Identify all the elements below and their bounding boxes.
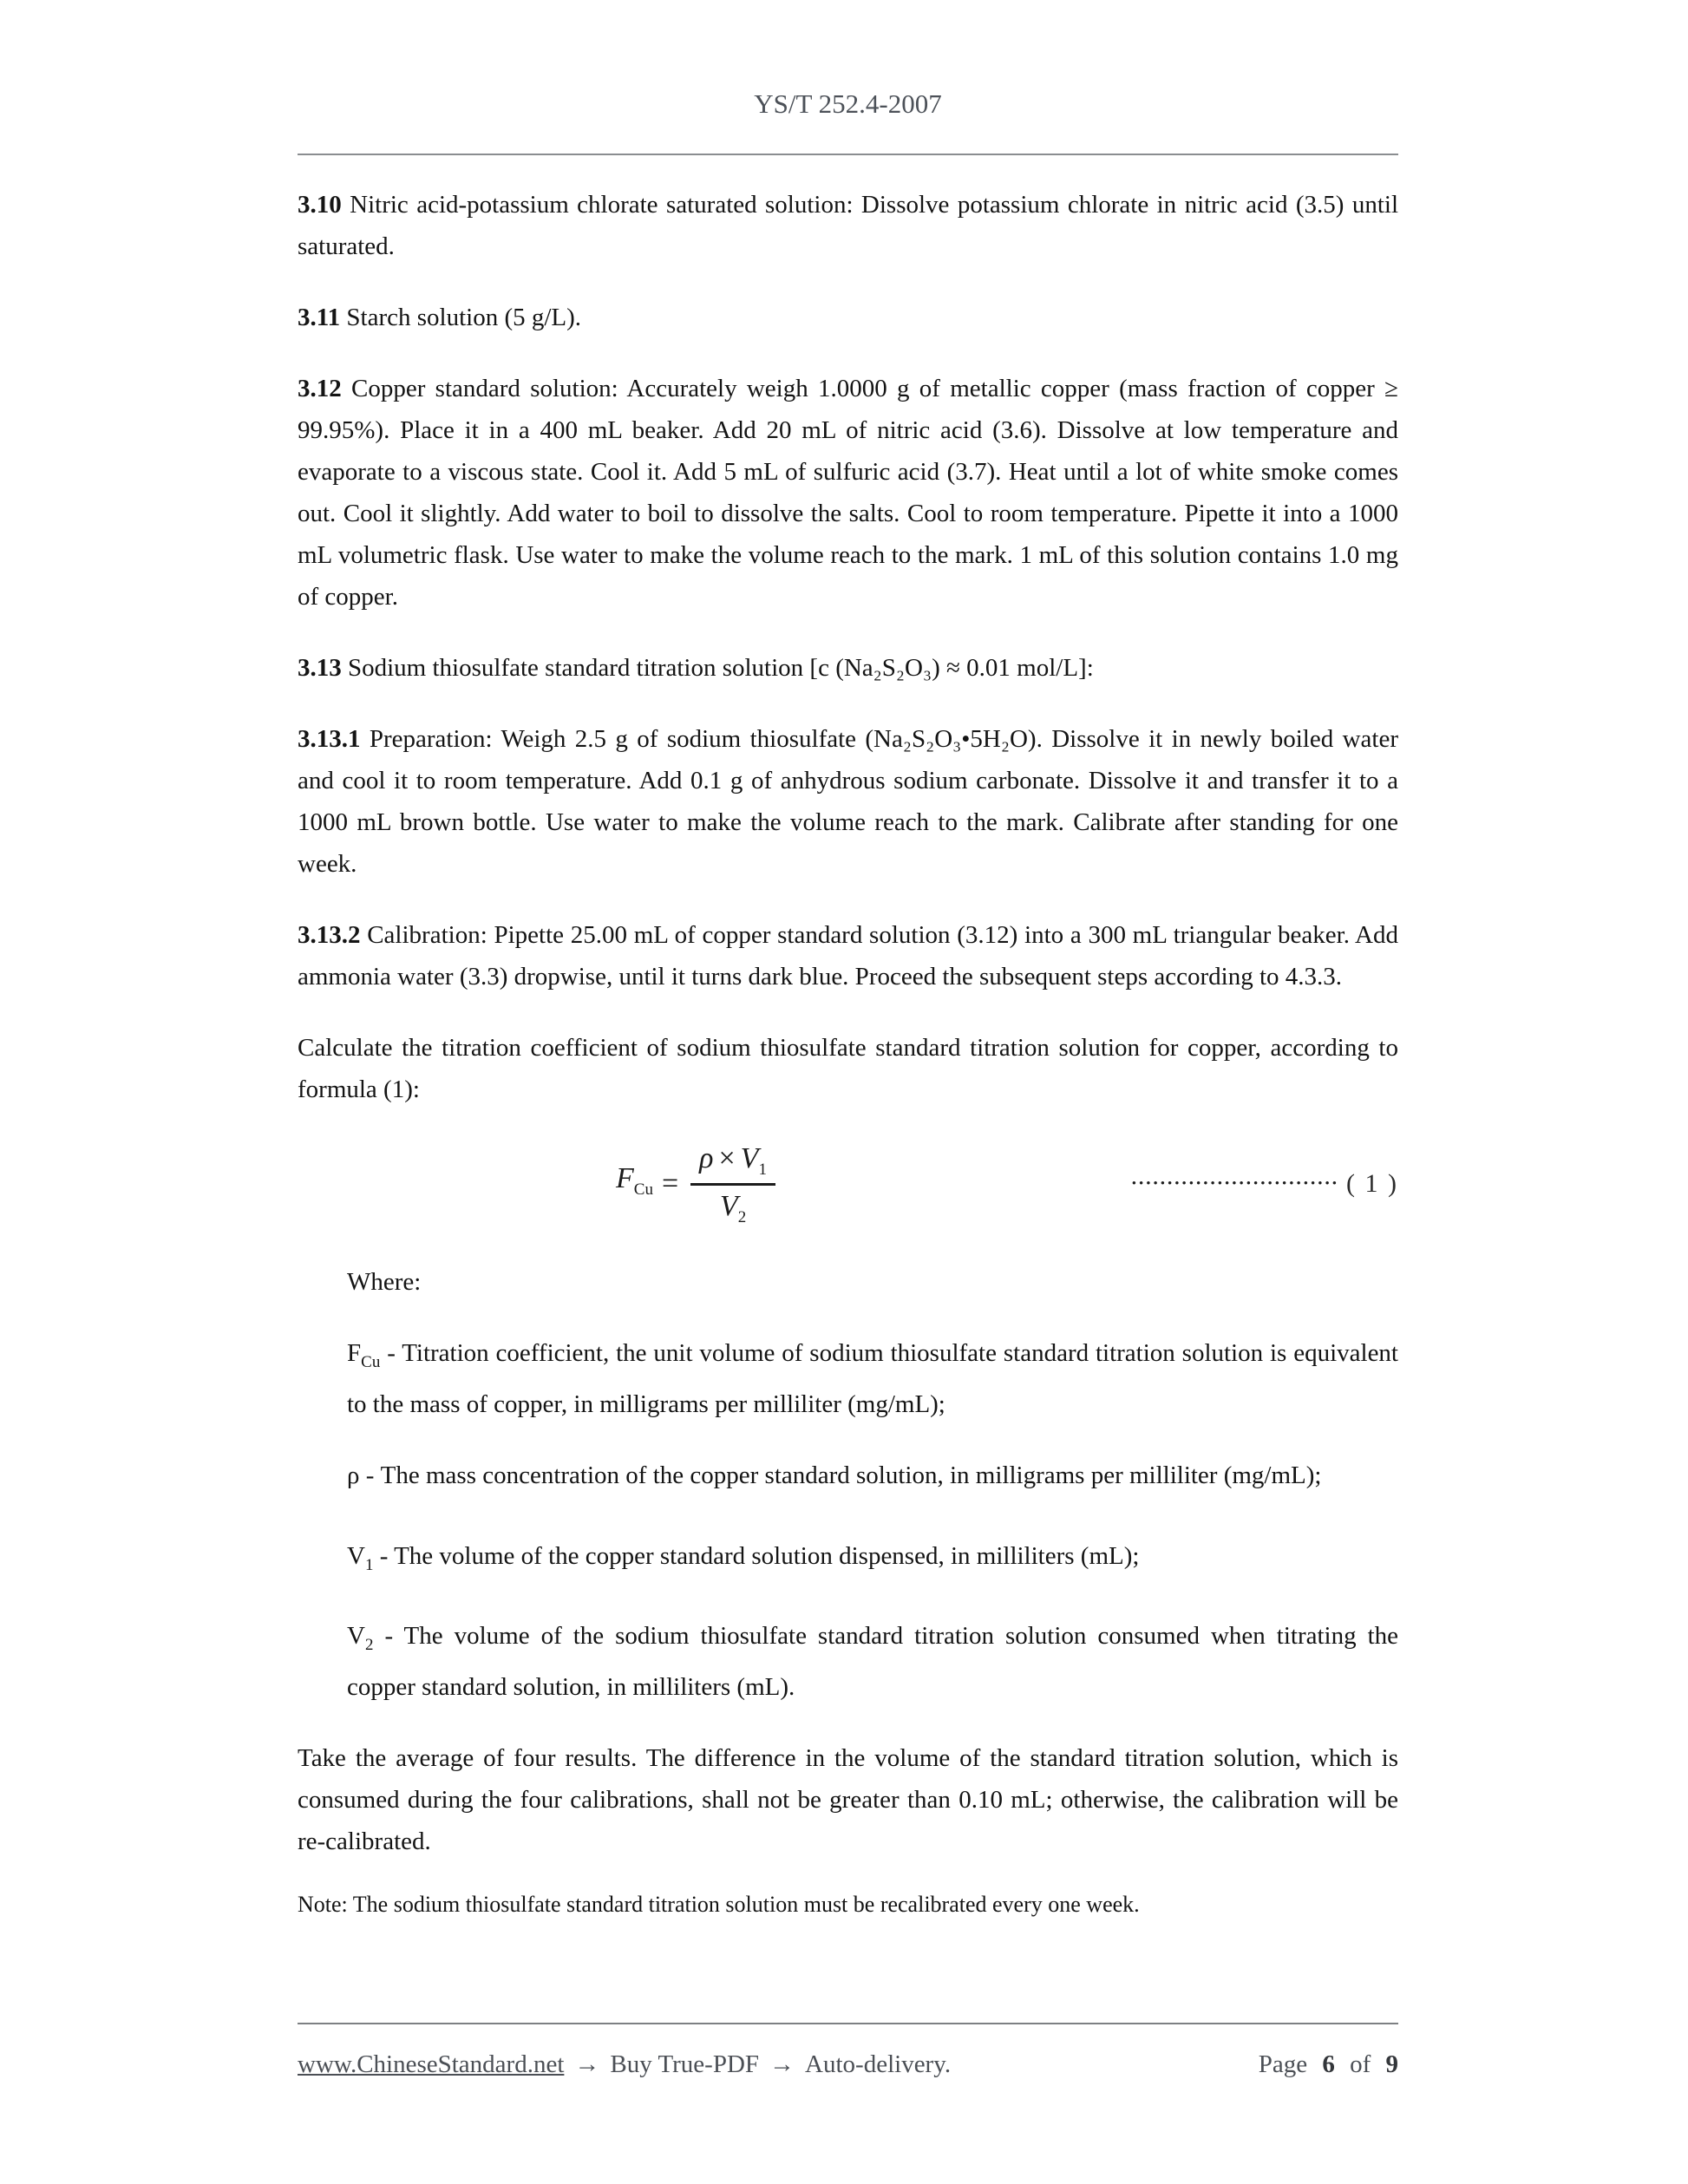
section-text: Copper standard solution: Accurately weigh 1.0000 g of metallic copper (mass fraction of copper ≥ 99.95%). Place it in a 400 mL beaker. Add 20 mL of nitric acid (3.6). Dissolve at low temperature and evaporate to a viscous state. Cool it. Add 5 mL of sulfuric acid (3.7). Heat until a lot of white smoke comes out. Cool it slightly. Add water to boil to dissolve the salts. Cool to room temperature. Pipette it into a 1000 mL volumetric flask. Use water to make the volume reach to the mark. 1 mL of this solution contains 1.0 mg of copper. — [298, 375, 1398, 611]
definition-rho — [347, 1455, 1398, 1506]
page-indicator — [1250, 2043, 1398, 2085]
section-number: 3.13.2 — [298, 921, 361, 949]
paragraph-calculate — [298, 1027, 1398, 1110]
leader-dots: ••••••••••••••••••••••••••••• — [1131, 1177, 1340, 1191]
definition-term: $V_2$ — [347, 1622, 374, 1655]
section-number: 3.11 — [298, 304, 341, 331]
formula-lhs: $F_{Cu}$ — [616, 1161, 653, 1199]
formula-block — [298, 1136, 1398, 1232]
definition-term: $V_1$ — [347, 1541, 374, 1574]
arrow-icon: → — [769, 2050, 795, 2078]
footer-buy-text: Buy True-PDF — [610, 2050, 760, 2078]
definition-term: $F_{Cu}$ — [347, 1339, 381, 1371]
section-text: Calculate the titration coefficient of sodium thiosulfate standard titration solution for copper, according to formula (1): — [298, 1034, 1398, 1103]
section-text: Starch solution (5 g/L). — [346, 304, 582, 331]
paragraph-take-average — [298, 1737, 1398, 1862]
paragraph-3-10 — [298, 184, 1398, 267]
equation-leader — [1132, 1163, 1398, 1205]
footer-left — [298, 2043, 951, 2085]
arrow-icon: → — [574, 2050, 600, 2078]
definition-v1 — [347, 1535, 1398, 1586]
page-total: 9 — [1385, 2050, 1398, 2078]
document-body — [298, 154, 1398, 1921]
section-text: Sodium thiosulfate standard titration solution [c (Na₂S₂O₃) ≈ 0.01 mol/L]: — [348, 654, 1094, 682]
equals-sign: = — [661, 1167, 679, 1200]
section-text: Take the average of four results. The difference in the volume of the standard titration solution, which is consumed during the four calibrations, shall not be greater than 0.10 mL; otherwise, the calibration will be re-calibrated. — [298, 1744, 1398, 1856]
definition-text: - The volume of the sodium thiosulfate standard titration solution consumed when titrating the copper standard solution, in milliliters (mL). — [347, 1622, 1398, 1702]
section-number: 3.12 — [298, 375, 342, 402]
definition-text: - The volume of the copper standard solution dispensed, in milliliters (mL); — [379, 1541, 1140, 1570]
section-text: Nitric acid-potassium chlorate saturated solution: Dissolve potassium chlorate in nitric acid (3.5) until saturated. — [298, 191, 1398, 260]
section-number: 3.13.1 — [298, 725, 361, 753]
paragraph-3-12 — [298, 368, 1398, 618]
paragraph-3-13 — [298, 647, 1398, 689]
definition-term: ρ — [347, 1461, 360, 1489]
paragraph-3-13-1 — [298, 718, 1398, 885]
footer-rule — [298, 2023, 1398, 2024]
fraction-numerator: $\rho \times V_1$ — [690, 1141, 775, 1186]
page-title — [298, 83, 1398, 125]
equation — [616, 1141, 775, 1226]
of-label: of — [1350, 2050, 1371, 2078]
section-number: 3.10 — [298, 191, 342, 219]
paragraph-3-11 — [298, 297, 1398, 338]
page-number: 6 — [1322, 2050, 1335, 2078]
section-text: Calibration: Pipette 25.00 mL of copper standard solution (3.12) into a 300 mL triangular beaker. Add ammonia water (3.3) dropwise, until it turns dark blue. Proceed the subsequent steps according to 4.3.3. — [298, 921, 1398, 991]
fraction-denominator: $V_2$ — [719, 1189, 747, 1226]
section-text: Preparation: Weigh 2.5 g of sodium thiosulfate (Na₂S₂O₃•5H₂O). Dissolve it in newly boiled water and cool it to room temperature. Add 0.1 g of anhydrous sodium carbonate. Dissolve it and transfer it to a 1000 mL brown bottle. Use water to make the volume reach to the mark. Calibrate after standing for one week. — [298, 725, 1398, 878]
footer-delivery-text: Auto-delivery. — [805, 2050, 952, 2078]
definition-text: - The mass concentration of the copper standard solution, in milligrams per milliliter (mg/mL); — [365, 1461, 1322, 1489]
paragraph-3-13-2 — [298, 914, 1398, 997]
equation-number: ( 1 ) — [1346, 1169, 1398, 1198]
where-label: Where: — [347, 1268, 422, 1296]
page-footer — [298, 2043, 1398, 2085]
standard-number: YS/T 252.4-2007 — [754, 88, 942, 119]
definition-text: - Titration coefficient, the unit volume of sodium thiosulfate standard titration solution is equivalent to the mass of copper, in milligrams per milliliter (mg/mL); — [347, 1339, 1398, 1418]
definitions-block — [298, 1332, 1398, 1708]
fraction — [690, 1141, 775, 1226]
page-label: Page — [1258, 2050, 1308, 2078]
note-text: Note: The sodium thiosulfate standard titration solution must be recalibrated every one week. — [298, 1892, 1140, 1918]
section-number: 3.13 — [298, 654, 342, 682]
footer-link[interactable]: www.ChineseStandard.net — [298, 2050, 565, 2078]
definition-fcu — [347, 1332, 1398, 1425]
definition-v2 — [347, 1615, 1398, 1708]
